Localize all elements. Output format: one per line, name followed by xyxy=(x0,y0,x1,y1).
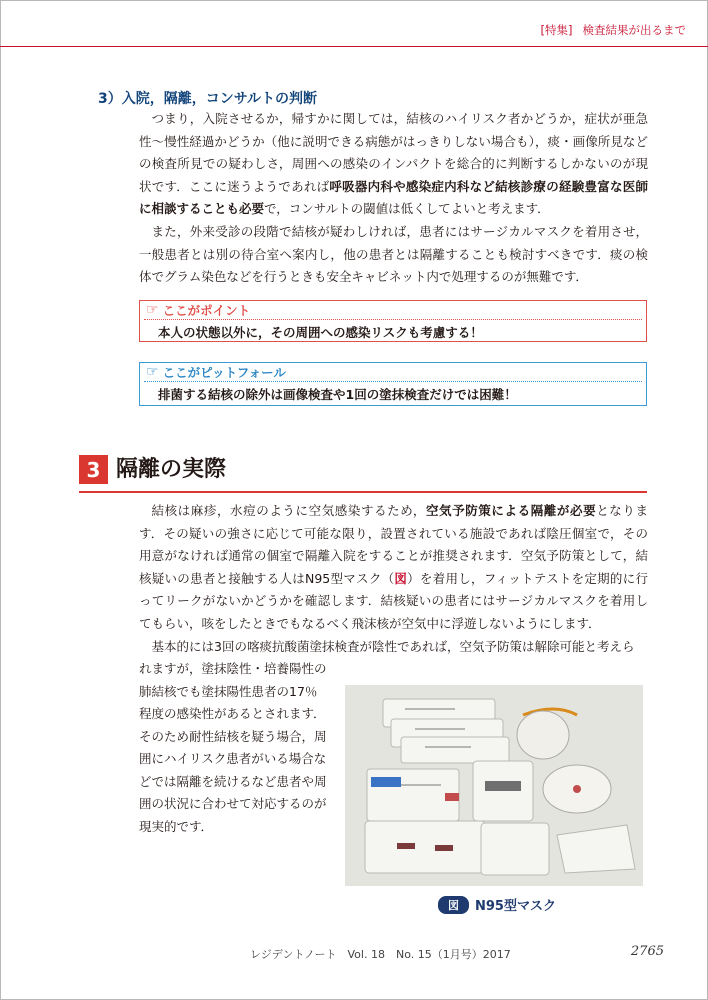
paragraph: つまり，入院させるか，帰すかに関しては，結核のハイリスク者かどうか，症状が亜急性～慢性経過かどうか（他に説明できる病態がはっきりしない場合も），痰・画像所見などの検査所見での疑わしさ，周囲への感染のインパクトを総合的に判断するしかないのが現状です．ここに迷うようであれば呼吸器内科や感染症内科など結核診療の経験豊富な医師に相談することも必要で，コンサルトの閾値は低くしてよいと考えます． xyxy=(139,111,648,217)
wrapped-paragraph: れますが，塗抹陰性・培養陽性の肺結核でも塗抹陽性患者の17％程度の感染性があるとされます．そのため耐性結核を疑う場合，周囲にハイリスク患者がいる場合などでは隔離を続けるなど患者や周囲の状況に合わせて対応するのが現実的です． xyxy=(139,661,327,834)
pointing-hand-icon: ☞ xyxy=(146,302,159,318)
highlight-text: 呼吸器内科や感染症内科など結核診療の経験豊富な医師に相談することも必要 xyxy=(139,178,648,217)
point-box-title: ☞ ここがポイント xyxy=(146,302,251,318)
page-number: 2765 xyxy=(630,944,664,959)
paragraph: 結核は麻疹，水痘のように空気感染するため，空気予防策による隔離が必要となります．その疑いの強さに応じて可能な限り，設置されている施設であれば陰圧個室で，その用意がなければ通常の個室で隔離入院をすることが推奨されます．空気予防策として，結核疑いの患者と接触する人はN95型マスク（図）を着用し，フィットテストを定期的に行ってリークがないかどうかを確認します．結核疑いの患者にはサージカルマスクを着用してもらい，咳をしたときでもなるべく飛沫核が空気中に浮遊しないようにします． xyxy=(139,503,648,631)
subsection-heading: 3）入院，隔離，コンサルトの判断 xyxy=(98,91,318,107)
section3-body xyxy=(139,500,648,658)
figure-reference-link[interactable]: 図 xyxy=(394,570,408,586)
point-box-text: 本人の状態以外に，その周囲への感染リスクも考慮する！ xyxy=(158,325,483,340)
feature-title: 検査結果が出るまで xyxy=(582,23,686,37)
pitfall-box-text: 排菌する結核の除外は画像検査や1回の塗抹検査だけでは困難！ xyxy=(158,387,517,402)
journal-footer: レジデントノート Vol. 18 No. 15（1月号）2017 xyxy=(250,948,511,961)
section-number: 3 xyxy=(79,455,108,484)
pitfall-box-title: ☞ ここがピットフォール xyxy=(146,364,286,380)
header-rule xyxy=(0,46,708,47)
pitfall-box xyxy=(139,362,647,406)
section-title: 隔離の実際 xyxy=(116,457,227,482)
section-rule xyxy=(79,491,647,493)
figure-caption xyxy=(438,895,556,914)
figure-label: 図 xyxy=(438,896,469,914)
running-header xyxy=(541,22,686,38)
n95-mask-photo xyxy=(345,685,643,886)
paragraph: また，外来受診の段階で結核が疑わしければ，患者にはサージカルマスクを着用させ，一般患者とは別の待合室へ案内し，他の患者とは隔離することも検討すべきです．痰の検体でグラム染色などを行うときも安全キャビネット内で処理するのが無難です． xyxy=(139,223,648,285)
section2-body xyxy=(139,108,648,289)
paragraph: 基本的には3回の喀痰抗酸菌塗抹検査が陰性であれば，空気予防策は解除可能と考えら xyxy=(151,638,635,654)
pointing-hand-icon: ☞ xyxy=(146,364,159,380)
mask-photo-illustration xyxy=(345,685,643,886)
figure-caption-text: N95型マスク xyxy=(475,899,556,914)
highlight-text: 空気予防策による隔離が必要 xyxy=(425,503,597,518)
point-box xyxy=(139,300,647,342)
feature-tag: [特集] xyxy=(540,23,573,37)
